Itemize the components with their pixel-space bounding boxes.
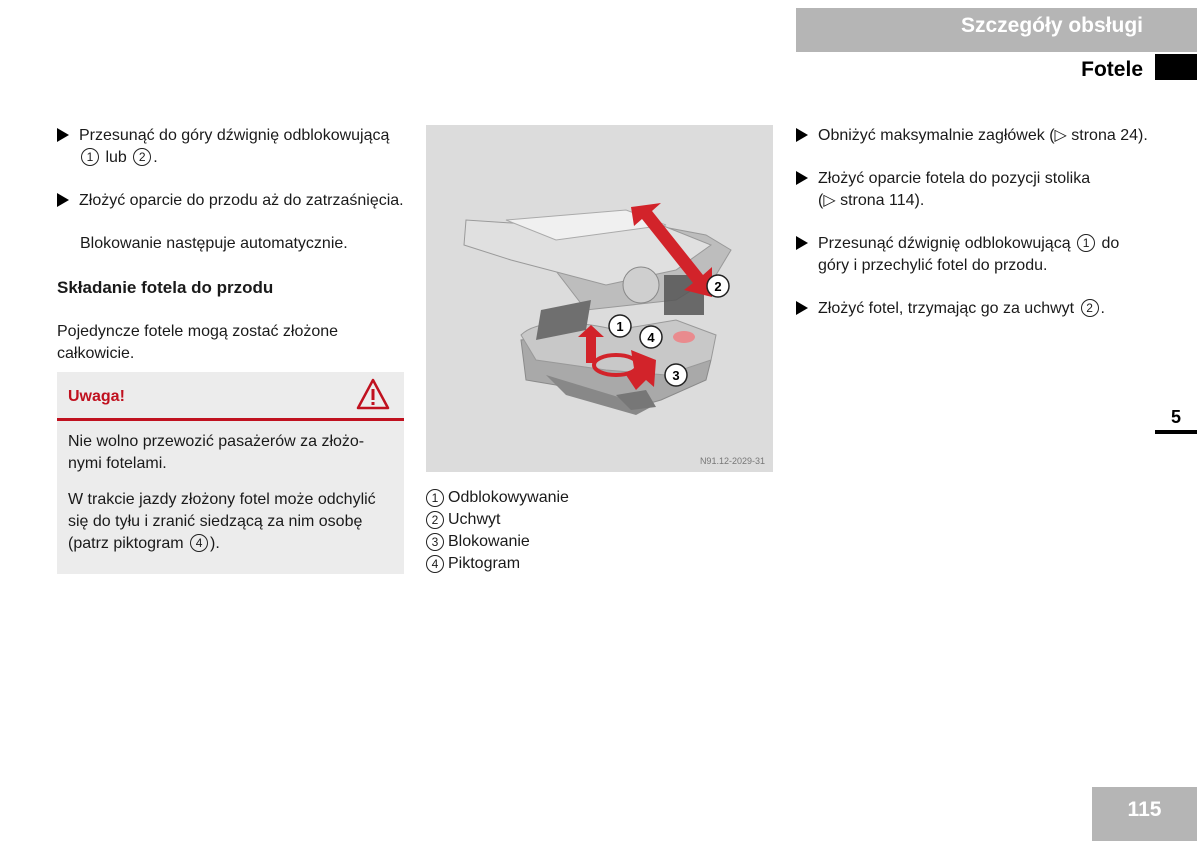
- instruction-item: [57, 125, 407, 169]
- bullet-triangle-icon: [57, 128, 69, 142]
- warning-box: [57, 372, 404, 574]
- bullet-triangle-icon: [57, 193, 69, 207]
- legend-item: [426, 509, 569, 531]
- punctuation: .: [153, 149, 158, 166]
- chapter-tab-underline: [1155, 430, 1197, 434]
- callout-number: 2: [1081, 299, 1099, 317]
- legend-label: Odblokowywanie: [448, 489, 569, 506]
- callout-1: [609, 315, 631, 337]
- chapter-title: Szczegóły obsługi: [960, 14, 1143, 37]
- punctuation: ).: [210, 535, 220, 552]
- instruction-text: lub: [105, 149, 127, 166]
- legend-item: [426, 553, 569, 575]
- instruction-text-part: do góry i przechylić fotel do przodu.: [818, 235, 1120, 274]
- instruction-text-part: Złożyć fotel, trzymając go za uchwyt: [818, 300, 1075, 317]
- instruction-text: [818, 168, 1151, 212]
- warning-title: Uwaga!: [68, 388, 125, 405]
- legend-label: Piktogram: [448, 555, 521, 572]
- instruction-text: Obniżyć maksymalnie zagłówek (▷ strona 24).: [818, 127, 1148, 144]
- callout-number: 2: [426, 511, 444, 529]
- paragraph: Pojedyncze fotele mogą zostać złożone całkowicie.: [57, 323, 339, 362]
- instruction-text-part: Przesunąć dźwignię odblokowującą: [818, 235, 1071, 252]
- callout-number: 3: [426, 533, 444, 551]
- punctuation: .: [1100, 300, 1105, 317]
- subheading: Składanie fotela do przodu: [57, 278, 274, 297]
- instruction-text: Przesunąć do góry dźwignię odblokowującą: [79, 127, 390, 144]
- section-title: Fotele: [1081, 58, 1143, 81]
- chapter-header: [796, 8, 1197, 52]
- instruction-text: [818, 298, 1151, 320]
- chapter-tab: 5: [1170, 407, 1181, 427]
- instruction-item: [57, 190, 407, 212]
- warning-text: [68, 489, 393, 555]
- svg-text:2: 2: [714, 279, 722, 294]
- right-column: [796, 125, 1151, 341]
- left-column: [57, 125, 407, 389]
- instruction-item: [796, 168, 1151, 212]
- section-marker: [1155, 54, 1197, 80]
- seat-illustration: [426, 125, 773, 472]
- legend-item: [426, 531, 569, 553]
- callout-number: 1: [81, 148, 99, 166]
- callout-number: 1: [1077, 234, 1095, 252]
- legend-label: Blokowanie: [448, 533, 530, 550]
- instruction-item: [796, 233, 1151, 277]
- callout-number: 4: [190, 534, 208, 552]
- bullet-triangle-icon: [796, 128, 808, 142]
- warning-text-part: W trakcie jazdy złożony fotel może odchylić się do tyłu i zranić siedzącą za nim osobę (patrz piktogram: [68, 491, 376, 552]
- instruction-item: [796, 298, 1151, 320]
- callout-3: [665, 364, 687, 386]
- instruction-text: [818, 233, 1151, 277]
- svg-text:3: 3: [672, 368, 680, 383]
- legend-item: [426, 487, 569, 509]
- figure-legend: [426, 487, 569, 575]
- warning-text: Nie wolno przewozić pasażerów za złożo-nymi fotelami.: [68, 433, 365, 472]
- warning-body: [57, 421, 404, 555]
- folding-seat-image: [426, 125, 773, 472]
- svg-text:1: 1: [616, 319, 624, 334]
- bullet-triangle-icon: [796, 171, 808, 185]
- instruction-text-part: Złożyć oparcie fotela do pozycji stolika: [818, 170, 1091, 187]
- page-number: 115: [1092, 787, 1197, 841]
- figure-code: N91.12-2029-31: [699, 456, 765, 466]
- callout-4: [640, 326, 662, 348]
- note-text: Blokowanie następuje automatycznie.: [80, 235, 348, 252]
- warning-header: [57, 372, 404, 421]
- warning-triangle-icon: [356, 378, 390, 410]
- callout-number: 1: [426, 489, 444, 507]
- callout-2: [707, 275, 729, 297]
- instruction-item: [796, 125, 1151, 147]
- svg-text:4: 4: [647, 330, 655, 345]
- bullet-triangle-icon: [796, 236, 808, 250]
- page-reference: (▷ strona 114).: [818, 192, 925, 209]
- bullet-triangle-icon: [796, 301, 808, 315]
- callout-number: 2: [133, 148, 151, 166]
- instruction-text: Złożyć oparcie do przodu aż do zatrzaśnięcia.: [79, 192, 404, 209]
- legend-label: Uchwyt: [448, 511, 501, 528]
- callout-number: 4: [426, 555, 444, 573]
